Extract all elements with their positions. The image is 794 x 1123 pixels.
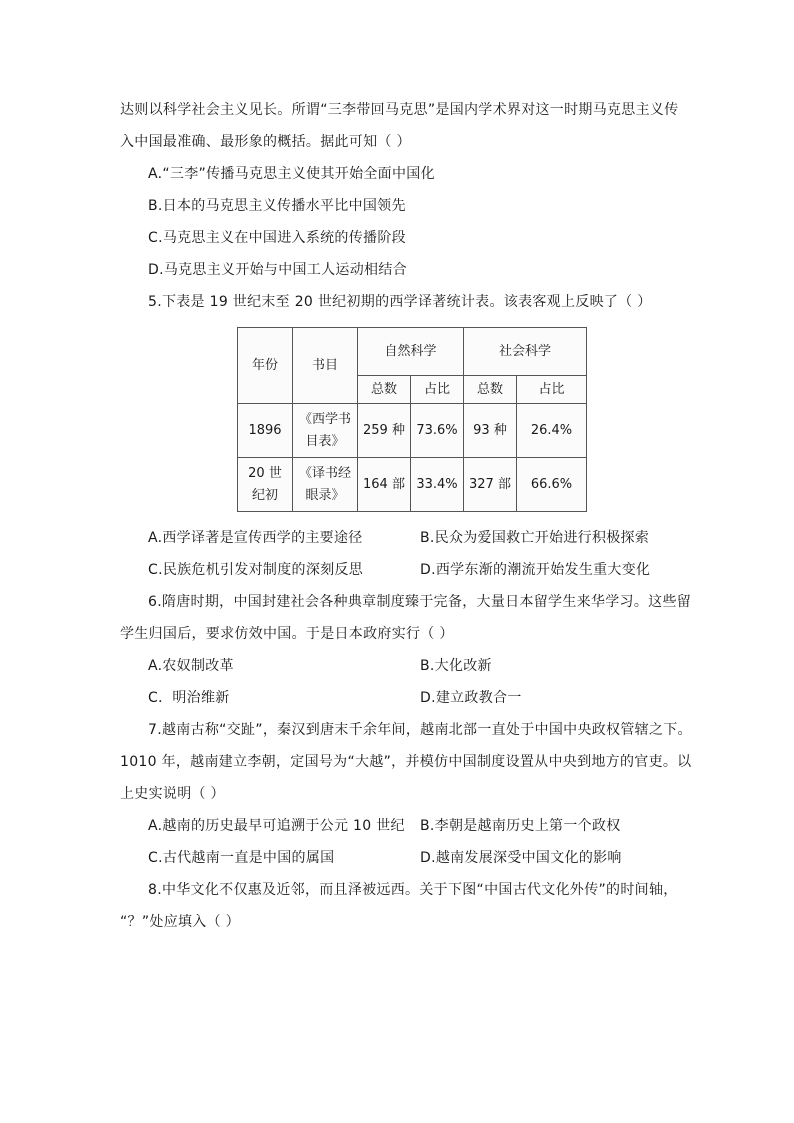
q7-option-b: B.李朝是越南历史上第一个政权 [420, 818, 621, 834]
table-row [238, 404, 587, 458]
q7-stem-line-1: 7.越南古称“交趾”，秦汉到唐末千余年间，越南北部一直处于中国中央政权管辖之下。 [148, 722, 692, 738]
q6-stem-line-2: 学生归国后，要求仿效中国。于是日本政府实行（ ） [120, 626, 454, 642]
q7-stem-line-2: 1010 年，越南建立李朝，定国号为“大越”，并模仿中国制度设置从中央到地方的官吏。以 [120, 754, 692, 770]
q6-option-a: A.农奴制改革 [148, 658, 234, 674]
row-natural-total: 259 种 [358, 404, 411, 458]
q5-option-b: B.民众为爱国救亡开始进行积极探索 [420, 530, 650, 546]
q5-stem: 5.下表是 19 世纪末至 20 世纪初期的西学译著统计表。该表客观上反映了（ ） [148, 294, 652, 310]
row-year: 20 世纪初 [238, 458, 293, 512]
row-natural-total: 164 部 [358, 458, 411, 512]
row-social-total: 327 部 [464, 458, 517, 512]
row-social-ratio: 26.4% [517, 404, 587, 458]
row-book: 《译书经眼录》 [293, 458, 358, 512]
q4-stem-line-2: 入中国最准确、最形象的概括。据此可知（ ） [120, 134, 411, 150]
row-year: 1896 [238, 404, 293, 458]
q6-stem-line-1: 6.隋唐时期，中国封建社会各种典章制度臻于完备，大量日本留学生来华学习。这些留 [148, 594, 692, 610]
q4-stem-line-1: 达则以科学社会主义见长。所谓“三李带回马克思”是国内学术界对这一时期马克思主义传 [120, 102, 679, 118]
q7-stem-line-3: 上史实说明（ ） [120, 786, 225, 802]
row-natural-ratio: 73.6% [411, 404, 464, 458]
q4-option-d: D.马克思主义开始与中国工人运动相结合 [148, 262, 407, 278]
q7-option-d: D.越南发展深受中国文化的影响 [420, 850, 622, 866]
row-social-ratio: 66.6% [517, 458, 587, 512]
q4-option-a: A.“三李”传播马克思主义使其开始全面中国化 [148, 166, 435, 182]
translation-stats-table [237, 327, 587, 512]
q5-option-d: D.西学东渐的潮流开始发生重大变化 [420, 562, 651, 578]
row-natural-ratio: 33.4% [411, 458, 464, 512]
table-subheader-social-total: 总数 [464, 376, 517, 404]
table-subheader-social-ratio: 占比 [517, 376, 587, 404]
q5-option-c: C.民族危机引发对制度的深刻反思 [148, 562, 364, 578]
q8-stem-line-1: 8.中华文化不仅惠及近邻，而且泽被远西。关于下图“中国古代文化外传”的时间轴， [148, 882, 678, 898]
q6-option-b: B.大化改新 [420, 658, 492, 674]
table-subheader-natural-ratio: 占比 [411, 376, 464, 404]
q4-option-c: C.马克思主义在中国进入系统的传播阶段 [148, 230, 406, 246]
row-book: 《西学书目表》 [293, 404, 358, 458]
table-header-natural-science: 自然科学 [358, 328, 464, 376]
q6-option-d: D.建立政教合一 [420, 690, 522, 706]
q4-option-b: B.日本的马克思主义传播水平比中国领先 [148, 198, 406, 214]
q7-option-c: C.古代越南一直是中国的属国 [148, 850, 335, 866]
table-header-year: 年份 [238, 328, 293, 404]
table-row [238, 458, 587, 512]
table-header-social-science: 社会科学 [464, 328, 587, 376]
q5-option-a: A.西学译著是宣传西学的主要途径 [148, 530, 363, 546]
q8-stem-line-2: “？”处应填入（ ） [120, 914, 240, 930]
row-social-total: 93 种 [464, 404, 517, 458]
q6-option-c: C．明治维新 [148, 690, 230, 706]
q7-option-a: A.越南的历史最早可追溯于公元 10 世纪 [148, 818, 405, 834]
table-subheader-natural-total: 总数 [358, 376, 411, 404]
table-header-book: 书目 [293, 328, 358, 404]
